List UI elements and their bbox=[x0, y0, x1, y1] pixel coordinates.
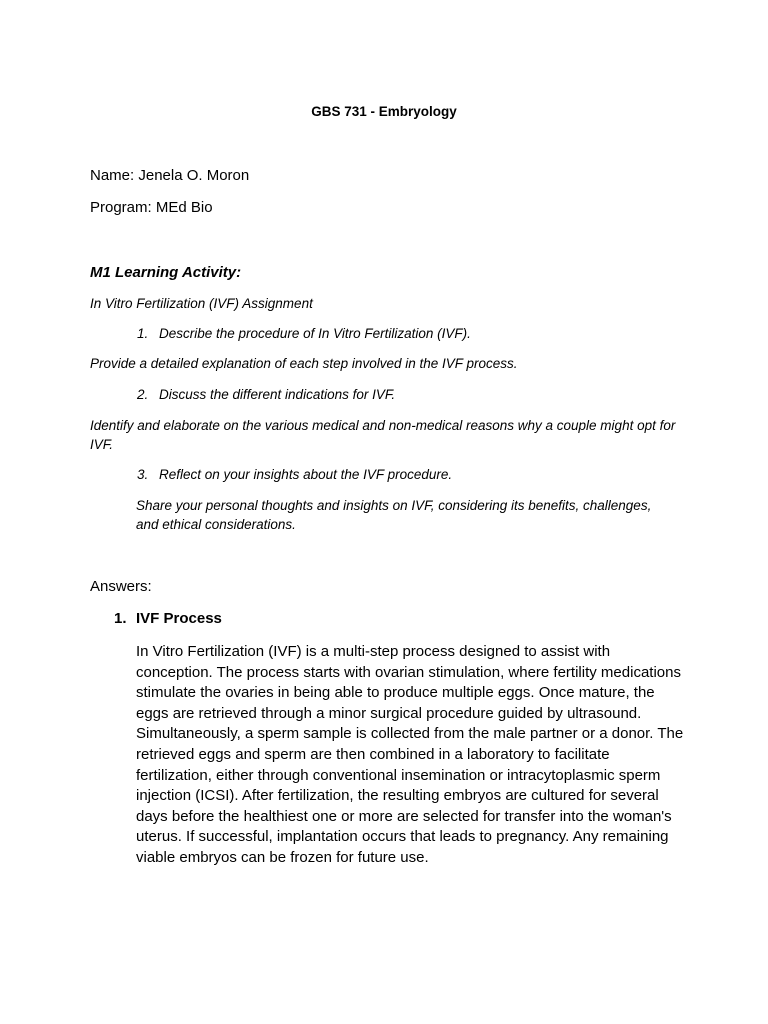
student-program: Program: MEd Bio bbox=[90, 199, 213, 216]
answer-1-number: 1. bbox=[114, 610, 127, 627]
answers-label: Answers: bbox=[90, 578, 152, 595]
question-1-number: 1. bbox=[137, 326, 149, 341]
question-2-text: Discuss the different indications for IVF. bbox=[159, 387, 396, 402]
question-2-detail: Identify and elaborate on the various medical and non-medical reasons why a couple might opt for IVF. bbox=[90, 418, 676, 452]
question-2-number: 2. bbox=[137, 387, 149, 402]
question-1 bbox=[137, 326, 471, 341]
assignment-title: In Vitro Fertilization (IVF) Assignment bbox=[90, 296, 313, 311]
document-title: GBS 731 - Embryology bbox=[311, 104, 457, 119]
question-3 bbox=[137, 467, 452, 482]
activity-heading: M1 Learning Activity: bbox=[90, 264, 242, 281]
question-2 bbox=[137, 387, 395, 402]
question-3-detail: Share your personal thoughts and insights on IVF, considering its benefits, challenges, and ethical considerations. bbox=[136, 498, 652, 532]
answer-1-body: In Vitro Fertilization (IVF) is a multi-step process designed to assist with conception. The process starts with ovarian stimulation, where fertility medications stimulate the ovaries in being able to produce multiple eggs. Once mature, the eggs are retrieved through a minor surgical procedure guided by ultrasound. Simultaneously, a sperm sample is collected from the male partner or a donor. The retrieved eggs and sperm are then combined in a laboratory to facilitate fertilization, either through conventional insemination or intracytoplasmic sperm injection (ICSI). After fertilization, the resulting embryos are cultured for several days before the healthiest one or more are selected for transfer into the woman's uterus. If successful, implantation occurs that leads to pregnancy. Any remaining viable embryos can be frozen for future use. bbox=[136, 643, 684, 866]
answer-1-heading bbox=[114, 610, 222, 627]
student-name: Name: Jenela O. Moron bbox=[90, 167, 250, 184]
question-3-text: Reflect on your insights about the IVF procedure. bbox=[159, 467, 453, 482]
question-1-text: Describe the procedure of In Vitro Fertilization (IVF). bbox=[159, 326, 471, 341]
answer-1-title: IVF Process bbox=[136, 610, 222, 627]
question-1-detail: Provide a detailed explanation of each step involved in the IVF process. bbox=[90, 356, 518, 371]
question-3-number: 3. bbox=[137, 467, 149, 482]
